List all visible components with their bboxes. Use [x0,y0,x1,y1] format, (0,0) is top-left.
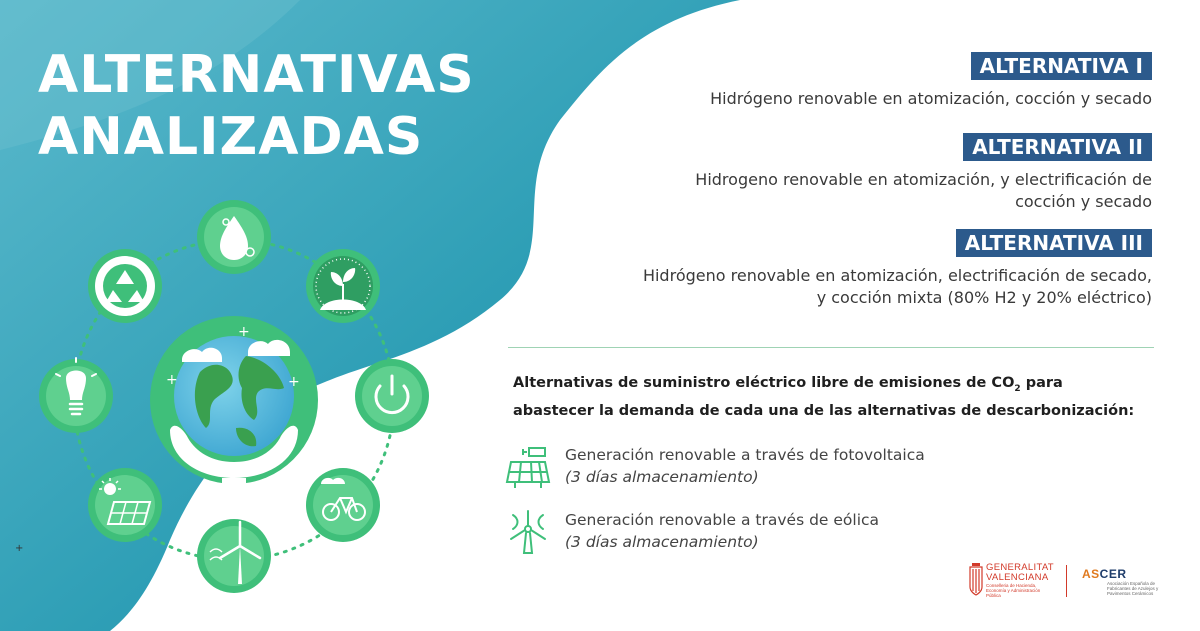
alternative-2-desc-line: Hidrogeno renovable en atomización, y electrificación de [695,170,1152,189]
wind-turbine-icon [197,519,271,593]
page-title [38,44,475,168]
recycle-icon [88,249,162,323]
alternative-2-desc-line: cocción y secado [1015,192,1152,211]
supply-title [513,372,1153,422]
ascer-logo-cer: CER [1099,567,1127,581]
page-title-line-2: ANALIZADAS [38,107,424,167]
alternative-3-badge: ALTERNATIVA III [956,229,1152,257]
alternative-1-description [710,88,1152,110]
footer-logos [968,561,1168,601]
co2-subscript: 2 [1014,383,1021,394]
alternative-3-description [643,265,1152,309]
supply-option-solar-text [565,444,925,488]
alternative-3 [643,229,1152,309]
alternative-1-desc-line: Hidrógeno renovable en atomización, cocción y secado [710,89,1152,108]
wind-turbine-icon [505,509,551,555]
ascer-subtitle: Asociación Española de Fabricantes de Azulejos y Pavimentos Cerámicos [1107,581,1159,596]
logo-separator [1066,565,1067,597]
ascer-logo [1082,567,1127,581]
alternative-1-badge: ALTERNATIVA I [971,52,1152,80]
svg-text:+: + [238,324,250,340]
solar-panel-icon [505,444,551,490]
generalitat-valenciana-logo-text [986,563,1054,583]
supply-option-note: (3 días almacenamiento) [565,468,759,486]
alternative-2-description [695,169,1152,213]
alternative-1 [710,52,1152,110]
svg-text:+: + [288,374,300,390]
alternative-3-desc-line: Hidrógeno renovable en atomización, electrificación de secado, [642,266,1152,285]
svg-text:+: + [15,543,24,554]
ascer-logo-as: AS [1082,567,1100,581]
page-title-line-1: ALTERNATIVAS [38,45,475,105]
gv-name-line-1: GENERALITAT [986,562,1054,573]
supply-title-line-1-end: para [1020,375,1063,391]
sprout-icon [306,249,380,323]
alternative-3-desc-line: y cocción mixta (80% H2 y 20% eléctrico) [816,288,1152,307]
alternative-2 [695,133,1152,213]
supply-option-note: (3 días almacenamiento) [565,533,759,551]
water-drop-icon [197,200,271,274]
supply-option-label: Generación renovable a través de eólica [565,511,880,529]
section-divider [508,347,1154,348]
svg-text:+: + [166,372,178,388]
gv-name-line-2: VALENCIANA [986,572,1049,583]
bicycle-icon [306,468,380,542]
supply-option-label: Generación renovable a través de fotovoltaica [565,446,925,464]
alternative-2-badge: ALTERNATIVA II [963,133,1152,161]
gv-subtitle: Conselleria de Hacienda, Economía y Administración Pública [986,583,1041,598]
supply-option-wind-text [565,509,879,553]
supply-title-line-1: Alternativas de suministro eléctrico libre de emisiones de CO [513,375,1015,391]
solar-panel-icon [88,468,162,542]
earth-hands-icon [150,316,318,484]
supply-title-line-2: abastecer la demanda de cada una de las alternativas de descarbonización: [513,402,1135,419]
generalitat-coat-of-arms-logo [968,561,984,597]
power-icon [355,359,429,433]
